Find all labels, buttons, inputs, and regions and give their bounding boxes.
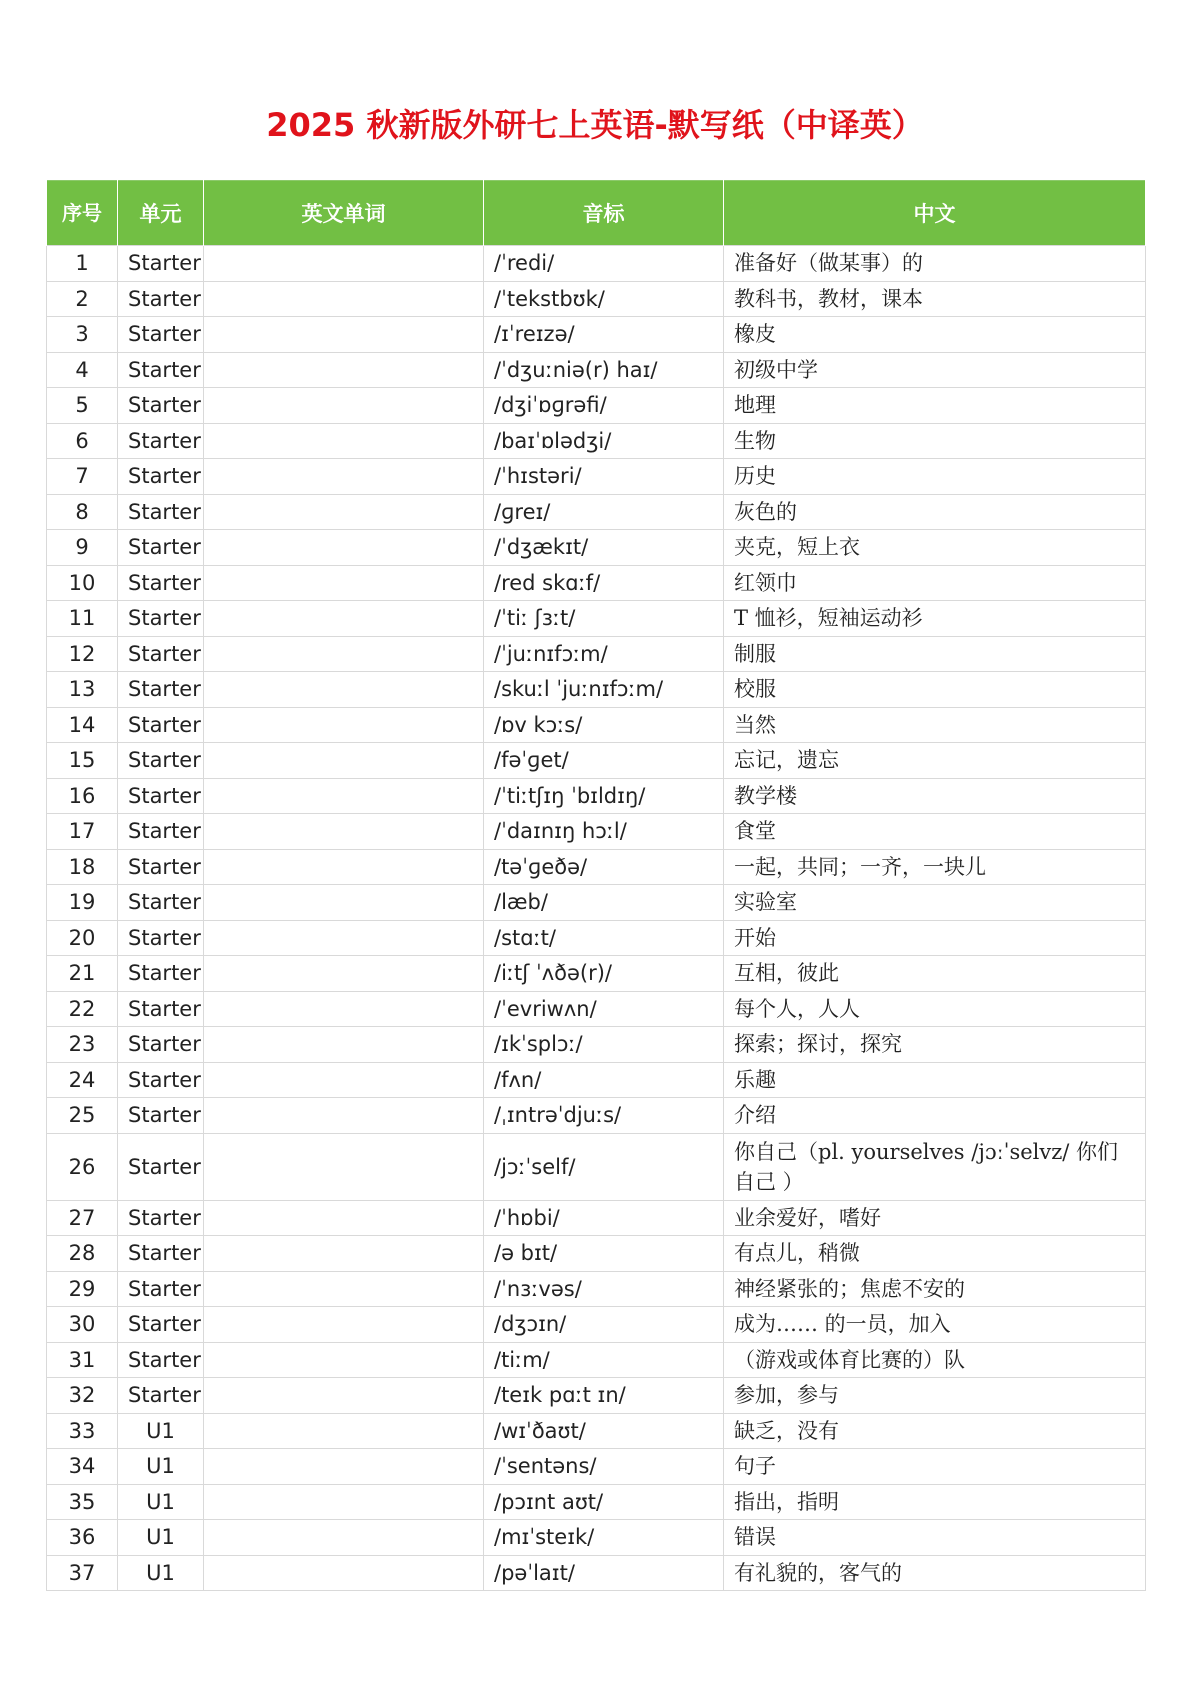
row-index: 15: [47, 743, 118, 779]
row-phonetic: /pəˈlaɪt/: [484, 1555, 724, 1591]
row-phonetic: /red skɑːf/: [484, 565, 724, 601]
table-row: [47, 920, 1146, 956]
row-unit: Starter: [118, 388, 204, 424]
row-chinese: 句子: [724, 1449, 1146, 1485]
row-phonetic: /dʒiˈɒɡrəfi/: [484, 388, 724, 424]
row-phonetic: /wɪˈðaʊt/: [484, 1413, 724, 1449]
row-index: 33: [47, 1413, 118, 1449]
row-chinese: 你自己（pl. yourselves /jɔːˈselvz/ 你们自己 ）: [724, 1133, 1146, 1200]
row-unit: Starter: [118, 1200, 204, 1236]
row-unit: Starter: [118, 1062, 204, 1098]
row-phonetic: /fəˈɡet/: [484, 743, 724, 779]
row-phonetic: /tiːm/: [484, 1342, 724, 1378]
row-phonetic: /ˈredi/: [484, 246, 724, 282]
row-index: 6: [47, 423, 118, 459]
row-unit: Starter: [118, 494, 204, 530]
row-unit: Starter: [118, 991, 204, 1027]
table-row: [47, 1271, 1146, 1307]
row-word-blank[interactable]: [204, 885, 484, 921]
row-phonetic: /ˈtiːtʃɪŋ ˈbɪldɪŋ/: [484, 778, 724, 814]
row-chinese: 参加，参与: [724, 1378, 1146, 1414]
table-row: [47, 991, 1146, 1027]
row-unit: U1: [118, 1449, 204, 1485]
row-word-blank[interactable]: [204, 743, 484, 779]
row-phonetic: /teɪk pɑːt ɪn/: [484, 1378, 724, 1414]
row-index: 19: [47, 885, 118, 921]
row-chinese: 地理: [724, 388, 1146, 424]
row-chinese: 错误: [724, 1520, 1146, 1556]
row-word-blank[interactable]: [204, 1062, 484, 1098]
table-row: [47, 388, 1146, 424]
row-word-blank[interactable]: [204, 778, 484, 814]
row-word-blank[interactable]: [204, 636, 484, 672]
row-word-blank[interactable]: [204, 849, 484, 885]
row-word-blank[interactable]: [204, 423, 484, 459]
table-row: [47, 707, 1146, 743]
row-unit: Starter: [118, 317, 204, 353]
header-index: 序号: [47, 181, 118, 246]
row-chinese: T 恤衫，短袖运动衫: [724, 601, 1146, 637]
row-phonetic: /ˈsentəns/: [484, 1449, 724, 1485]
row-index: 17: [47, 814, 118, 850]
row-word-blank[interactable]: [204, 352, 484, 388]
table-row: [47, 1027, 1146, 1063]
row-phonetic: /ˈtiː ʃɜːt/: [484, 601, 724, 637]
row-chinese: 成为…… 的一员，加入: [724, 1307, 1146, 1343]
row-index: 7: [47, 459, 118, 495]
row-word-blank[interactable]: [204, 1307, 484, 1343]
row-chinese: 灰色的: [724, 494, 1146, 530]
row-index: 3: [47, 317, 118, 353]
table-row: [47, 1413, 1146, 1449]
table-row: [47, 1236, 1146, 1272]
row-unit: U1: [118, 1520, 204, 1556]
row-word-blank[interactable]: [204, 1413, 484, 1449]
row-phonetic: /ˈevriwʌn/: [484, 991, 724, 1027]
row-chinese: 历史: [724, 459, 1146, 495]
row-index: 25: [47, 1098, 118, 1134]
row-unit: Starter: [118, 814, 204, 850]
row-word-blank[interactable]: [204, 246, 484, 282]
table-row: [47, 636, 1146, 672]
row-index: 9: [47, 530, 118, 566]
row-unit: Starter: [118, 423, 204, 459]
row-phonetic: /pɔɪnt aʊt/: [484, 1484, 724, 1520]
row-index: 37: [47, 1555, 118, 1591]
table-row: [47, 1062, 1146, 1098]
row-phonetic: /iːtʃ ˈʌðə(r)/: [484, 956, 724, 992]
row-unit: Starter: [118, 1307, 204, 1343]
table-row: [47, 1133, 1146, 1200]
row-phonetic: /təˈɡeðə/: [484, 849, 724, 885]
vocab-table: [46, 180, 1146, 1591]
row-word-blank[interactable]: [204, 1449, 484, 1485]
row-unit: Starter: [118, 707, 204, 743]
row-word-blank[interactable]: [204, 1378, 484, 1414]
row-index: 27: [47, 1200, 118, 1236]
row-phonetic: /ɒv kɔːs/: [484, 707, 724, 743]
row-unit: Starter: [118, 1342, 204, 1378]
row-word-blank[interactable]: [204, 1200, 484, 1236]
table-row: [47, 246, 1146, 282]
row-phonetic: /ˈdʒækɪt/: [484, 530, 724, 566]
row-phonetic: /jɔːˈself/: [484, 1133, 724, 1200]
row-chinese: 有礼貌的，客气的: [724, 1555, 1146, 1591]
row-unit: Starter: [118, 778, 204, 814]
row-phonetic: /ˈdaɪnɪŋ hɔːl/: [484, 814, 724, 850]
row-chinese: 生物: [724, 423, 1146, 459]
row-word-blank[interactable]: [204, 388, 484, 424]
row-index: 14: [47, 707, 118, 743]
table-row: [47, 956, 1146, 992]
row-word-blank[interactable]: [204, 991, 484, 1027]
row-word-blank[interactable]: [204, 1133, 484, 1200]
row-chinese: （游戏或体育比赛的）队: [724, 1342, 1146, 1378]
row-phonetic: /baɪˈɒlədʒi/: [484, 423, 724, 459]
row-chinese: 橡皮: [724, 317, 1146, 353]
row-index: 11: [47, 601, 118, 637]
row-phonetic: /ɪˈreɪzə/: [484, 317, 724, 353]
table-row: [47, 530, 1146, 566]
table-row: [47, 1378, 1146, 1414]
row-chinese: 乐趣: [724, 1062, 1146, 1098]
header-chinese: 中文: [724, 181, 1146, 246]
table-row: [47, 565, 1146, 601]
row-phonetic: /skuːl ˈjuːnɪfɔːm/: [484, 672, 724, 708]
row-chinese: 校服: [724, 672, 1146, 708]
row-index: 12: [47, 636, 118, 672]
row-index: 31: [47, 1342, 118, 1378]
row-phonetic: /ˈjuːnɪfɔːm/: [484, 636, 724, 672]
row-phonetic: /læb/: [484, 885, 724, 921]
row-index: 28: [47, 1236, 118, 1272]
row-phonetic: /ɡreɪ/: [484, 494, 724, 530]
row-index: 18: [47, 849, 118, 885]
row-phonetic: /ˈtekstbʊk/: [484, 281, 724, 317]
row-word-blank[interactable]: [204, 814, 484, 850]
table-row: [47, 672, 1146, 708]
row-word-blank[interactable]: [204, 281, 484, 317]
header-unit: 单元: [118, 181, 204, 246]
table-row: [47, 1555, 1146, 1591]
row-index: 5: [47, 388, 118, 424]
row-chinese: 红领巾: [724, 565, 1146, 601]
row-unit: Starter: [118, 956, 204, 992]
row-unit: Starter: [118, 1098, 204, 1134]
row-phonetic: /ˈdʒuːniə(r) haɪ/: [484, 352, 724, 388]
table-row: [47, 1484, 1146, 1520]
table-row: [47, 885, 1146, 921]
table-row: [47, 423, 1146, 459]
row-word-blank[interactable]: [204, 1236, 484, 1272]
row-index: 16: [47, 778, 118, 814]
row-index: 2: [47, 281, 118, 317]
row-unit: Starter: [118, 601, 204, 637]
table-row: [47, 849, 1146, 885]
row-unit: Starter: [118, 1236, 204, 1272]
row-unit: Starter: [118, 281, 204, 317]
row-chinese: 准备好（做某事）的: [724, 246, 1146, 282]
row-unit: Starter: [118, 849, 204, 885]
row-word-blank[interactable]: [204, 530, 484, 566]
row-index: 13: [47, 672, 118, 708]
row-unit: Starter: [118, 743, 204, 779]
row-chinese: 神经紧张的；焦虑不安的: [724, 1271, 1146, 1307]
row-word-blank[interactable]: [204, 1520, 484, 1556]
row-index: 34: [47, 1449, 118, 1485]
row-word-blank[interactable]: [204, 1484, 484, 1520]
table-row: [47, 1307, 1146, 1343]
row-index: 23: [47, 1027, 118, 1063]
row-chinese: 忘记，遗忘: [724, 743, 1146, 779]
row-phonetic: /ə bɪt/: [484, 1236, 724, 1272]
row-word-blank[interactable]: [204, 459, 484, 495]
table-row: [47, 1200, 1146, 1236]
row-index: 26: [47, 1133, 118, 1200]
row-unit: Starter: [118, 1378, 204, 1414]
row-chinese: 开始: [724, 920, 1146, 956]
row-word-blank[interactable]: [204, 1555, 484, 1591]
table-row: [47, 743, 1146, 779]
table-row: [47, 1098, 1146, 1134]
row-word-blank[interactable]: [204, 317, 484, 353]
row-unit: Starter: [118, 636, 204, 672]
row-index: 10: [47, 565, 118, 601]
row-unit: Starter: [118, 885, 204, 921]
row-word-blank[interactable]: [204, 956, 484, 992]
row-word-blank[interactable]: [204, 1271, 484, 1307]
row-word-blank[interactable]: [204, 494, 484, 530]
row-word-blank[interactable]: [204, 1342, 484, 1378]
row-phonetic: /ɪkˈsplɔː/: [484, 1027, 724, 1063]
row-phonetic: /stɑːt/: [484, 920, 724, 956]
row-index: 30: [47, 1307, 118, 1343]
header-phonetic: 音标: [484, 181, 724, 246]
row-chinese: 介绍: [724, 1098, 1146, 1134]
row-index: 24: [47, 1062, 118, 1098]
row-word-blank[interactable]: [204, 672, 484, 708]
table-header-row: [47, 181, 1146, 246]
row-unit: Starter: [118, 920, 204, 956]
table-row: [47, 778, 1146, 814]
row-chinese: 每个人，人人: [724, 991, 1146, 1027]
row-index: 20: [47, 920, 118, 956]
page-title: 2025 秋新版外研七上英语-默写纸（中译英）: [266, 106, 924, 144]
row-chinese: 互相，彼此: [724, 956, 1146, 992]
row-unit: U1: [118, 1484, 204, 1520]
row-chinese: 食堂: [724, 814, 1146, 850]
row-index: 36: [47, 1520, 118, 1556]
row-unit: U1: [118, 1555, 204, 1591]
row-unit: Starter: [118, 352, 204, 388]
row-chinese: 夹克，短上衣: [724, 530, 1146, 566]
row-chinese: 教科书，教材，课本: [724, 281, 1146, 317]
table-row: [47, 494, 1146, 530]
table-row: [47, 281, 1146, 317]
table-row: [47, 1520, 1146, 1556]
row-index: 29: [47, 1271, 118, 1307]
row-phonetic: /fʌn/: [484, 1062, 724, 1098]
row-index: 21: [47, 956, 118, 992]
row-chinese: 一起，共同；一齐，一块儿: [724, 849, 1146, 885]
row-chinese: 指出，指明: [724, 1484, 1146, 1520]
table-row: [47, 459, 1146, 495]
row-chinese: 业余爱好，嗜好: [724, 1200, 1146, 1236]
row-index: 4: [47, 352, 118, 388]
row-index: 22: [47, 991, 118, 1027]
row-phonetic: /dʒɔɪn/: [484, 1307, 724, 1343]
row-word-blank[interactable]: [204, 1027, 484, 1063]
row-chinese: 探索；探讨，探究: [724, 1027, 1146, 1063]
row-phonetic: /ˈnɜːvəs/: [484, 1271, 724, 1307]
row-chinese: 当然: [724, 707, 1146, 743]
row-chinese: 制服: [724, 636, 1146, 672]
row-word-blank[interactable]: [204, 707, 484, 743]
table-row: [47, 1342, 1146, 1378]
row-word-blank[interactable]: [204, 601, 484, 637]
table-row: [47, 317, 1146, 353]
row-unit: Starter: [118, 1133, 204, 1200]
row-index: 1: [47, 246, 118, 282]
table-row: [47, 352, 1146, 388]
row-word-blank[interactable]: [204, 1098, 484, 1134]
row-index: 8: [47, 494, 118, 530]
row-unit: Starter: [118, 565, 204, 601]
row-unit: Starter: [118, 246, 204, 282]
row-unit: Starter: [118, 459, 204, 495]
row-phonetic: /ˈhɪstəri/: [484, 459, 724, 495]
row-phonetic: /ˈhɒbi/: [484, 1200, 724, 1236]
row-unit: Starter: [118, 672, 204, 708]
row-chinese: 缺乏，没有: [724, 1413, 1146, 1449]
row-index: 35: [47, 1484, 118, 1520]
row-index: 32: [47, 1378, 118, 1414]
row-unit: Starter: [118, 1271, 204, 1307]
row-chinese: 教学楼: [724, 778, 1146, 814]
row-unit: U1: [118, 1413, 204, 1449]
row-chinese: 实验室: [724, 885, 1146, 921]
row-word-blank[interactable]: [204, 920, 484, 956]
table-row: [47, 814, 1146, 850]
row-unit: Starter: [118, 530, 204, 566]
row-unit: Starter: [118, 1027, 204, 1063]
row-phonetic: /ˌɪntrəˈdjuːs/: [484, 1098, 724, 1134]
table-row: [47, 601, 1146, 637]
table-row: [47, 1449, 1146, 1485]
row-chinese: 有点儿，稍微: [724, 1236, 1146, 1272]
row-phonetic: /mɪˈsteɪk/: [484, 1520, 724, 1556]
header-word: 英文单词: [204, 181, 484, 246]
row-word-blank[interactable]: [204, 565, 484, 601]
row-chinese: 初级中学: [724, 352, 1146, 388]
